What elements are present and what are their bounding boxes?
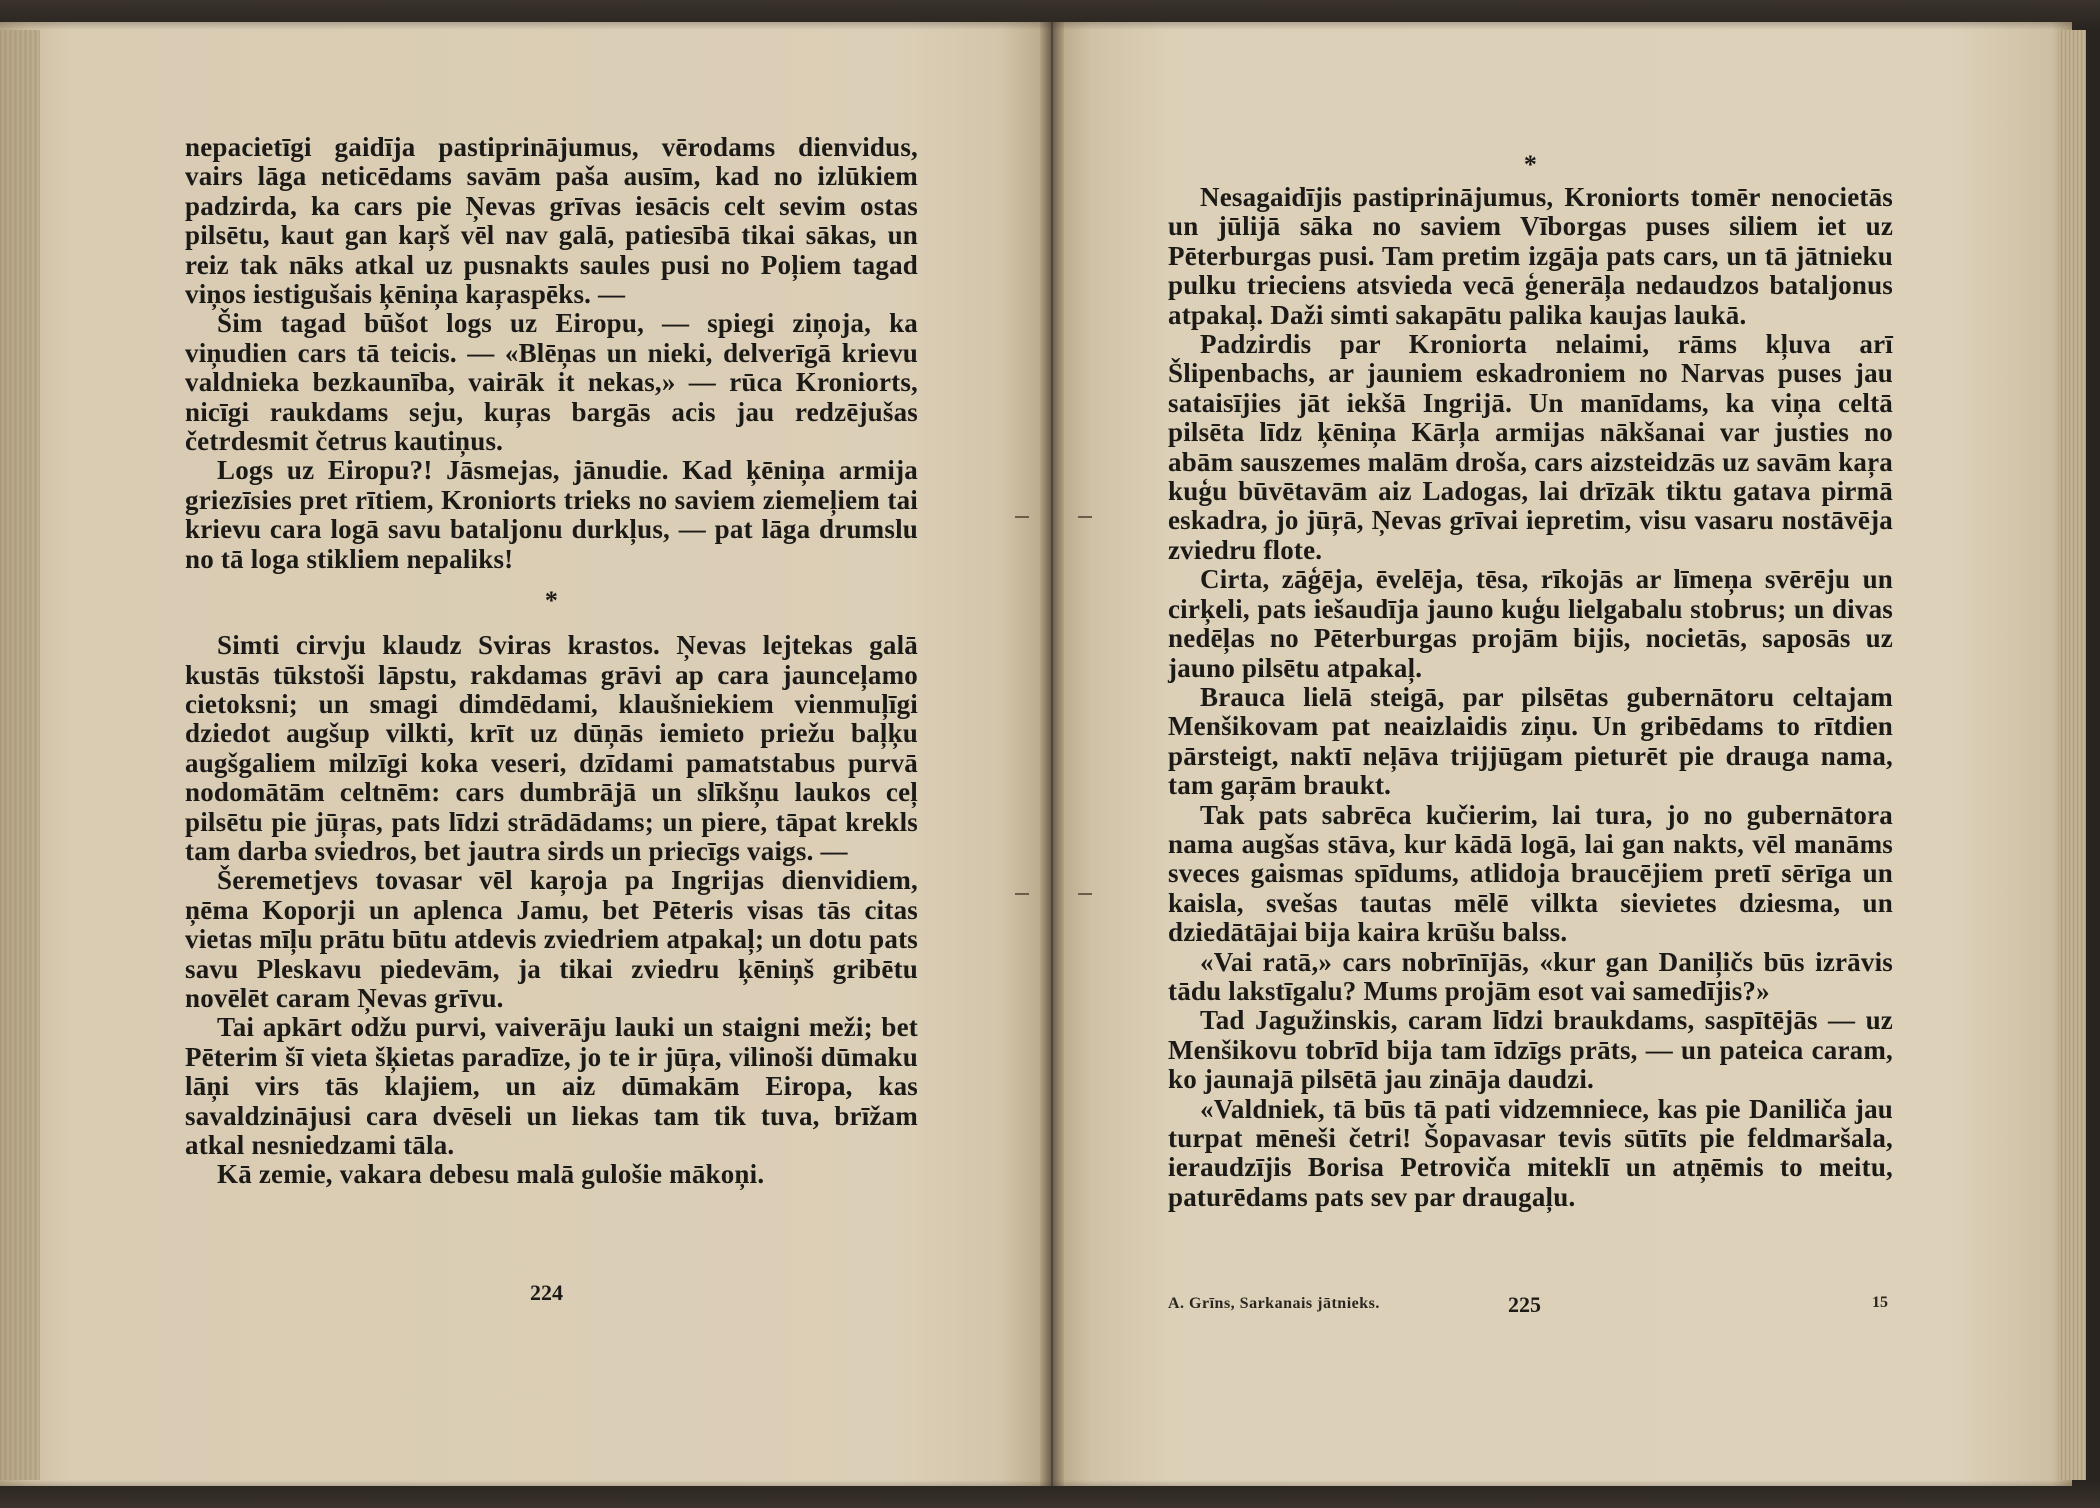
paragraph: Šim tagad būšot logs uz Eiropu, — spiegi ziņoja, ka viņudien cars tā teicis. — «Blēņas un nieki, delverīgā krievu valdnieka bezkaunība, vairāk it nekas,» — rūca Kroniorts, nicīgi raukdams seju, kuŗas bargās acis jau redzējušas četrdesmit četrus kautiņus.	[185, 308, 918, 457]
right-page-body	[1168, 150, 1893, 1212]
page-number-right: 225	[1508, 1292, 1541, 1317]
book-gutter	[1040, 22, 1064, 1486]
margin-tick	[1078, 893, 1092, 895]
paragraph: nepacietīgi gaidīja pastiprinājumus, vērodams dienvidus, vairs lāga neticēdams savām paša ausīm, kad no izlūkiem padzirda, ka cars pie Ņevas grīvas iesācis celt sevim ostas pilsētu, kaut gan kaŗš vēl nav galā, patiesībā tikai sākas, un reiz tak nāks atkal uz pusnakts saules pusi no Poļiem tagad viņos iestigušais ķēniņa kaŗaspēks. —	[185, 132, 918, 310]
margin-tick	[1078, 516, 1092, 518]
signature-mark: 15	[1872, 1294, 1888, 1311]
paragraph: Kā zemie, vakara debesu malā gulošie mākoņi.	[217, 1159, 765, 1190]
paragraph: Tai apkārt odžu purvi, vaiverāju lauki un staigni meži; bet Pēterim šī vieta šķietas paradīze, jo te ir jūŗa, vilinoši dūmaku lāņi virs tās klajiem, un aiz dūmakām Eiropa, kas savaldzinājusi cara dvēseli un liekas tam tik tuva, brīžam atkal nesniedzami tāla.	[185, 1012, 918, 1160]
section-separator: *	[1523, 150, 1538, 179]
left-page-edges	[0, 30, 40, 1480]
paragraph: Tad Jagužinskis, caram līdzi braukdams, saspītējās — uz Menšikovu tobrīd bija tam īdzīgs prāts, — un pateica caram, ko jaunajā pilsētā jau zināja daudzi.	[1168, 1005, 1893, 1095]
paragraph: «Valdniek, tā būs tā pati vidzemniece, kas pie Daniliča jau turpat mēneši četri! Šopavasar tevis sūtīts pie feldmaršala, ieraudzījis Borisa Petroviča miteklī un atņēmis to meitu, paturēdams pats sev par draugaļu.	[1168, 1093, 1893, 1212]
paragraph: Padzirdis par Kroniorta nelaimi, rāms kļuva arī Šlipenbachs, ar jauniem eskadroniem no Narvas puses jau sataisījies jāt iekšā Ingrijā. Un manīdams, ka viņa celtā pilsēta līdz ķēniņa Kārļa armijas nākšanai var justies no abām sauszemes malām droša, cars aizsteidzās uz savām kaŗa kuģu būvētavām aiz Ladogas, lai drīzāk tiktu gatava pirmā eskadra, jo jūŗā, Ņevas grīvai iepretim, visu vasaru nostāvēja zviedru flote.	[1168, 329, 1893, 565]
top-shadow	[0, 0, 2100, 30]
section-separator: *	[544, 586, 559, 616]
paragraph: Cirta, zāģēja, ēvelēja, tēsa, rīkojās ar līmeņa svērēju un cirķeli, pats iešaudīja jauno kuģu lielgabalu stobrus; un divas nedēļas no Pēterburgas projām bijis, nocietās, saposās uz jauno pilsētu atpakaļ.	[1168, 564, 1893, 683]
footer-signature: A. Grīns, Sarkanais jātnieks.	[1168, 1295, 1380, 1312]
paragraph: «Vai ratā,» cars nobrīnījās, «kur gan Daniļičs būs izrāvis tādu lakstīgalu? Mums projām esot vai samedījis?»	[1168, 946, 1893, 1006]
paragraph: Nesagaidījis pastiprinājumus, Kroniorts tomēr nenocietās un jūlijā sāka no saviem Vīborgas puses siliem iet uz Pēterburgas pusi. Tam pretim izgāja pats cars, un tā jātnieku pulku trieciens atsvieda vecā ģenerāļa nedaudzos bataljonus atpakaļ. Daži simti sakapātu palika kaujas laukā.	[1168, 182, 1893, 330]
paragraph: Brauca lielā steigā, par pilsētas gubernātoru celtajam Menšikovam pat neaizlaidis ziņu. Un gribēdams to rītdien pārsteigt, naktī neļāva trijjūgam pieturēt pie drauga nama, tam gaŗām braukt.	[1168, 681, 1893, 801]
left-paragraphs-after	[185, 631, 918, 1190]
page-number-left: 224	[530, 1280, 563, 1305]
paragraph: Tak pats sabrēca kučierim, lai tura, jo no gubernātora nama augšas stāva, kur kādā logā, lai gan nakts, vēl manāms sveces gaismas spīdums, atlidoja braucējiem pretī sērīga un kaisla, svešas tautas mēlē vilkta sievietes dziesma, un dziedātājai bija kaira krūšu balss.	[1168, 799, 1893, 948]
paragraph: Šeremetjevs tovasar vēl kaŗoja pa Ingrijas dienvidiem, ņēma Koporji un aplenca Jamu, bet Pēteris visas tās citas vietas mīļu prātu būtu atdevis zviedriem atpakaļ; un dotu pats savu Pleskavu piedevām, ja tikai zviedru ķēniņš gribētu novēlēt caram Ņevas grīvu.	[185, 865, 918, 1013]
paragraph: Simti cirvju klaudz Sviras krastos. Ņevas lejtekas galā kustās tūkstoši lāpstu, rakdamas grāvi ap cara jaunceļamo cietoksni; un smagi dimdēdami, klaušniekiem vienmuļīgi dziedot augšup vilkti, krīt uz dūņās iemieto priežu baļķu augšgaliem milzīgi koka veseri, dzīdami pamatstabus purvā nodomātām celtnēm: cars dumbrājā un slīkšņu laukos ceļ pilsētu pie jūŗas, pats līdzi strādādams; un piere, tāpat krekls tam darba sviedros, bet jautra sirds un priecīgs vaigs. —	[185, 630, 918, 866]
margin-tick	[1015, 516, 1029, 518]
margin-tick	[1015, 893, 1029, 895]
left-paragraphs	[185, 133, 918, 574]
bottom-shadow	[0, 1480, 2100, 1508]
left-page-body	[185, 133, 918, 1190]
right-paragraphs	[1168, 183, 1893, 1212]
right-page-edges	[2058, 30, 2086, 1480]
paragraph: Logs uz Eiropu?! Jāsmejas, jānudie. Kad ķēniņa armija griezīsies pret rītiem, Kroniorts trieks no saviem ziemeļiem tai krievu cara logā savu bataljonu durkļus, — pat lāga drumslu no tā loga stikliem nepaliks!	[185, 455, 918, 574]
